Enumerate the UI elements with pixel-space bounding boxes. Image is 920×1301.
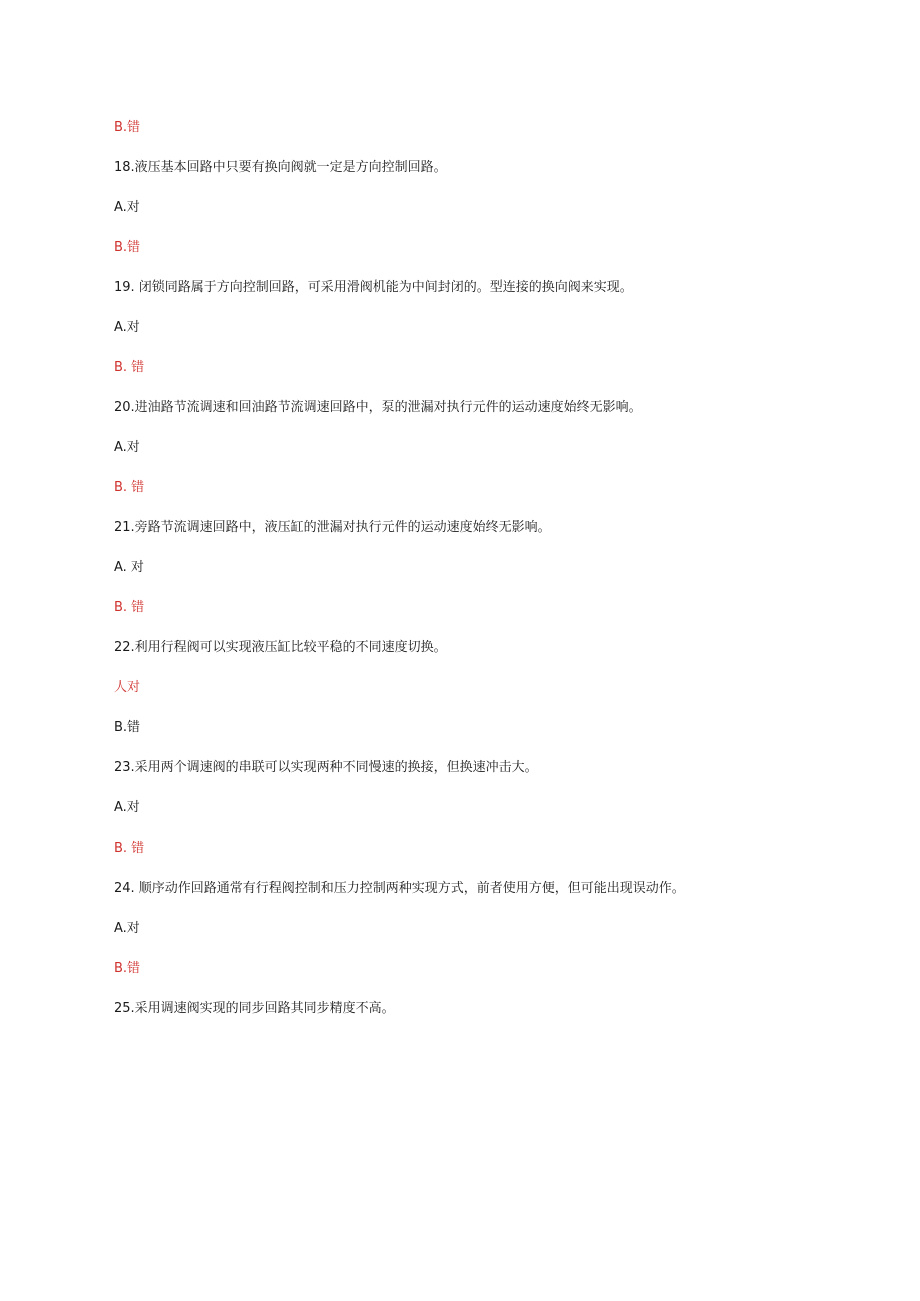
q20-option-a: A.对 bbox=[114, 440, 140, 455]
q21-question: 21.旁路节流调速回路中，液压缸的泄漏对执行元件的运动速度始终无影响。 bbox=[114, 520, 551, 535]
q19-option-a: A.对 bbox=[114, 320, 140, 335]
q22-question: 22.利用行程阀可以实现液压缸比较平稳的不同速度切换。 bbox=[114, 640, 447, 655]
q23-option-a: A.对 bbox=[114, 800, 140, 815]
q18-option-a: A.对 bbox=[114, 200, 140, 215]
q20-question: 20.进油路节流调速和回油路节流调速回路中，泵的泄漏对执行元件的运动速度始终无影响。 bbox=[114, 400, 642, 415]
q22-option-a-answer: 人对 bbox=[114, 680, 141, 695]
q18-option-b-answer: B.错 bbox=[114, 240, 141, 255]
q19-question: 19. 闭锁同路属于方向控制回路，可采用滑阀机能为中间封闭的。型连接的换向阀来实现。 bbox=[114, 280, 633, 295]
q23-question: 23.采用两个调速阀的串联可以实现两种不同慢速的换接，但换速冲击大。 bbox=[114, 760, 538, 775]
q20-option-b-answer: B. 错 bbox=[114, 480, 145, 495]
q24-question: 24. 顺序动作回路通常有行程阀控制和压力控制两种实现方式，前者使用方便，但可能出现误动作。 bbox=[114, 881, 685, 896]
q24-option-b-answer: B.错 bbox=[114, 961, 141, 976]
q17-option-b-answer: B.错 bbox=[114, 120, 141, 135]
q22-option-b: B.错 bbox=[114, 720, 141, 735]
q25-question: 25.采用调速阀实现的同步回路其同步精度不高。 bbox=[114, 1001, 395, 1016]
q23-option-b-answer: B. 错 bbox=[114, 841, 145, 856]
q19-option-b-answer: B. 错 bbox=[114, 360, 145, 375]
q18-question: 18.液压基本回路中只要有换向阀就一定是方向控制回路。 bbox=[114, 160, 447, 175]
q24-option-a: A.对 bbox=[114, 921, 140, 936]
q21-option-b-answer: B. 错 bbox=[114, 600, 145, 615]
q21-option-a: A. 对 bbox=[114, 560, 144, 575]
